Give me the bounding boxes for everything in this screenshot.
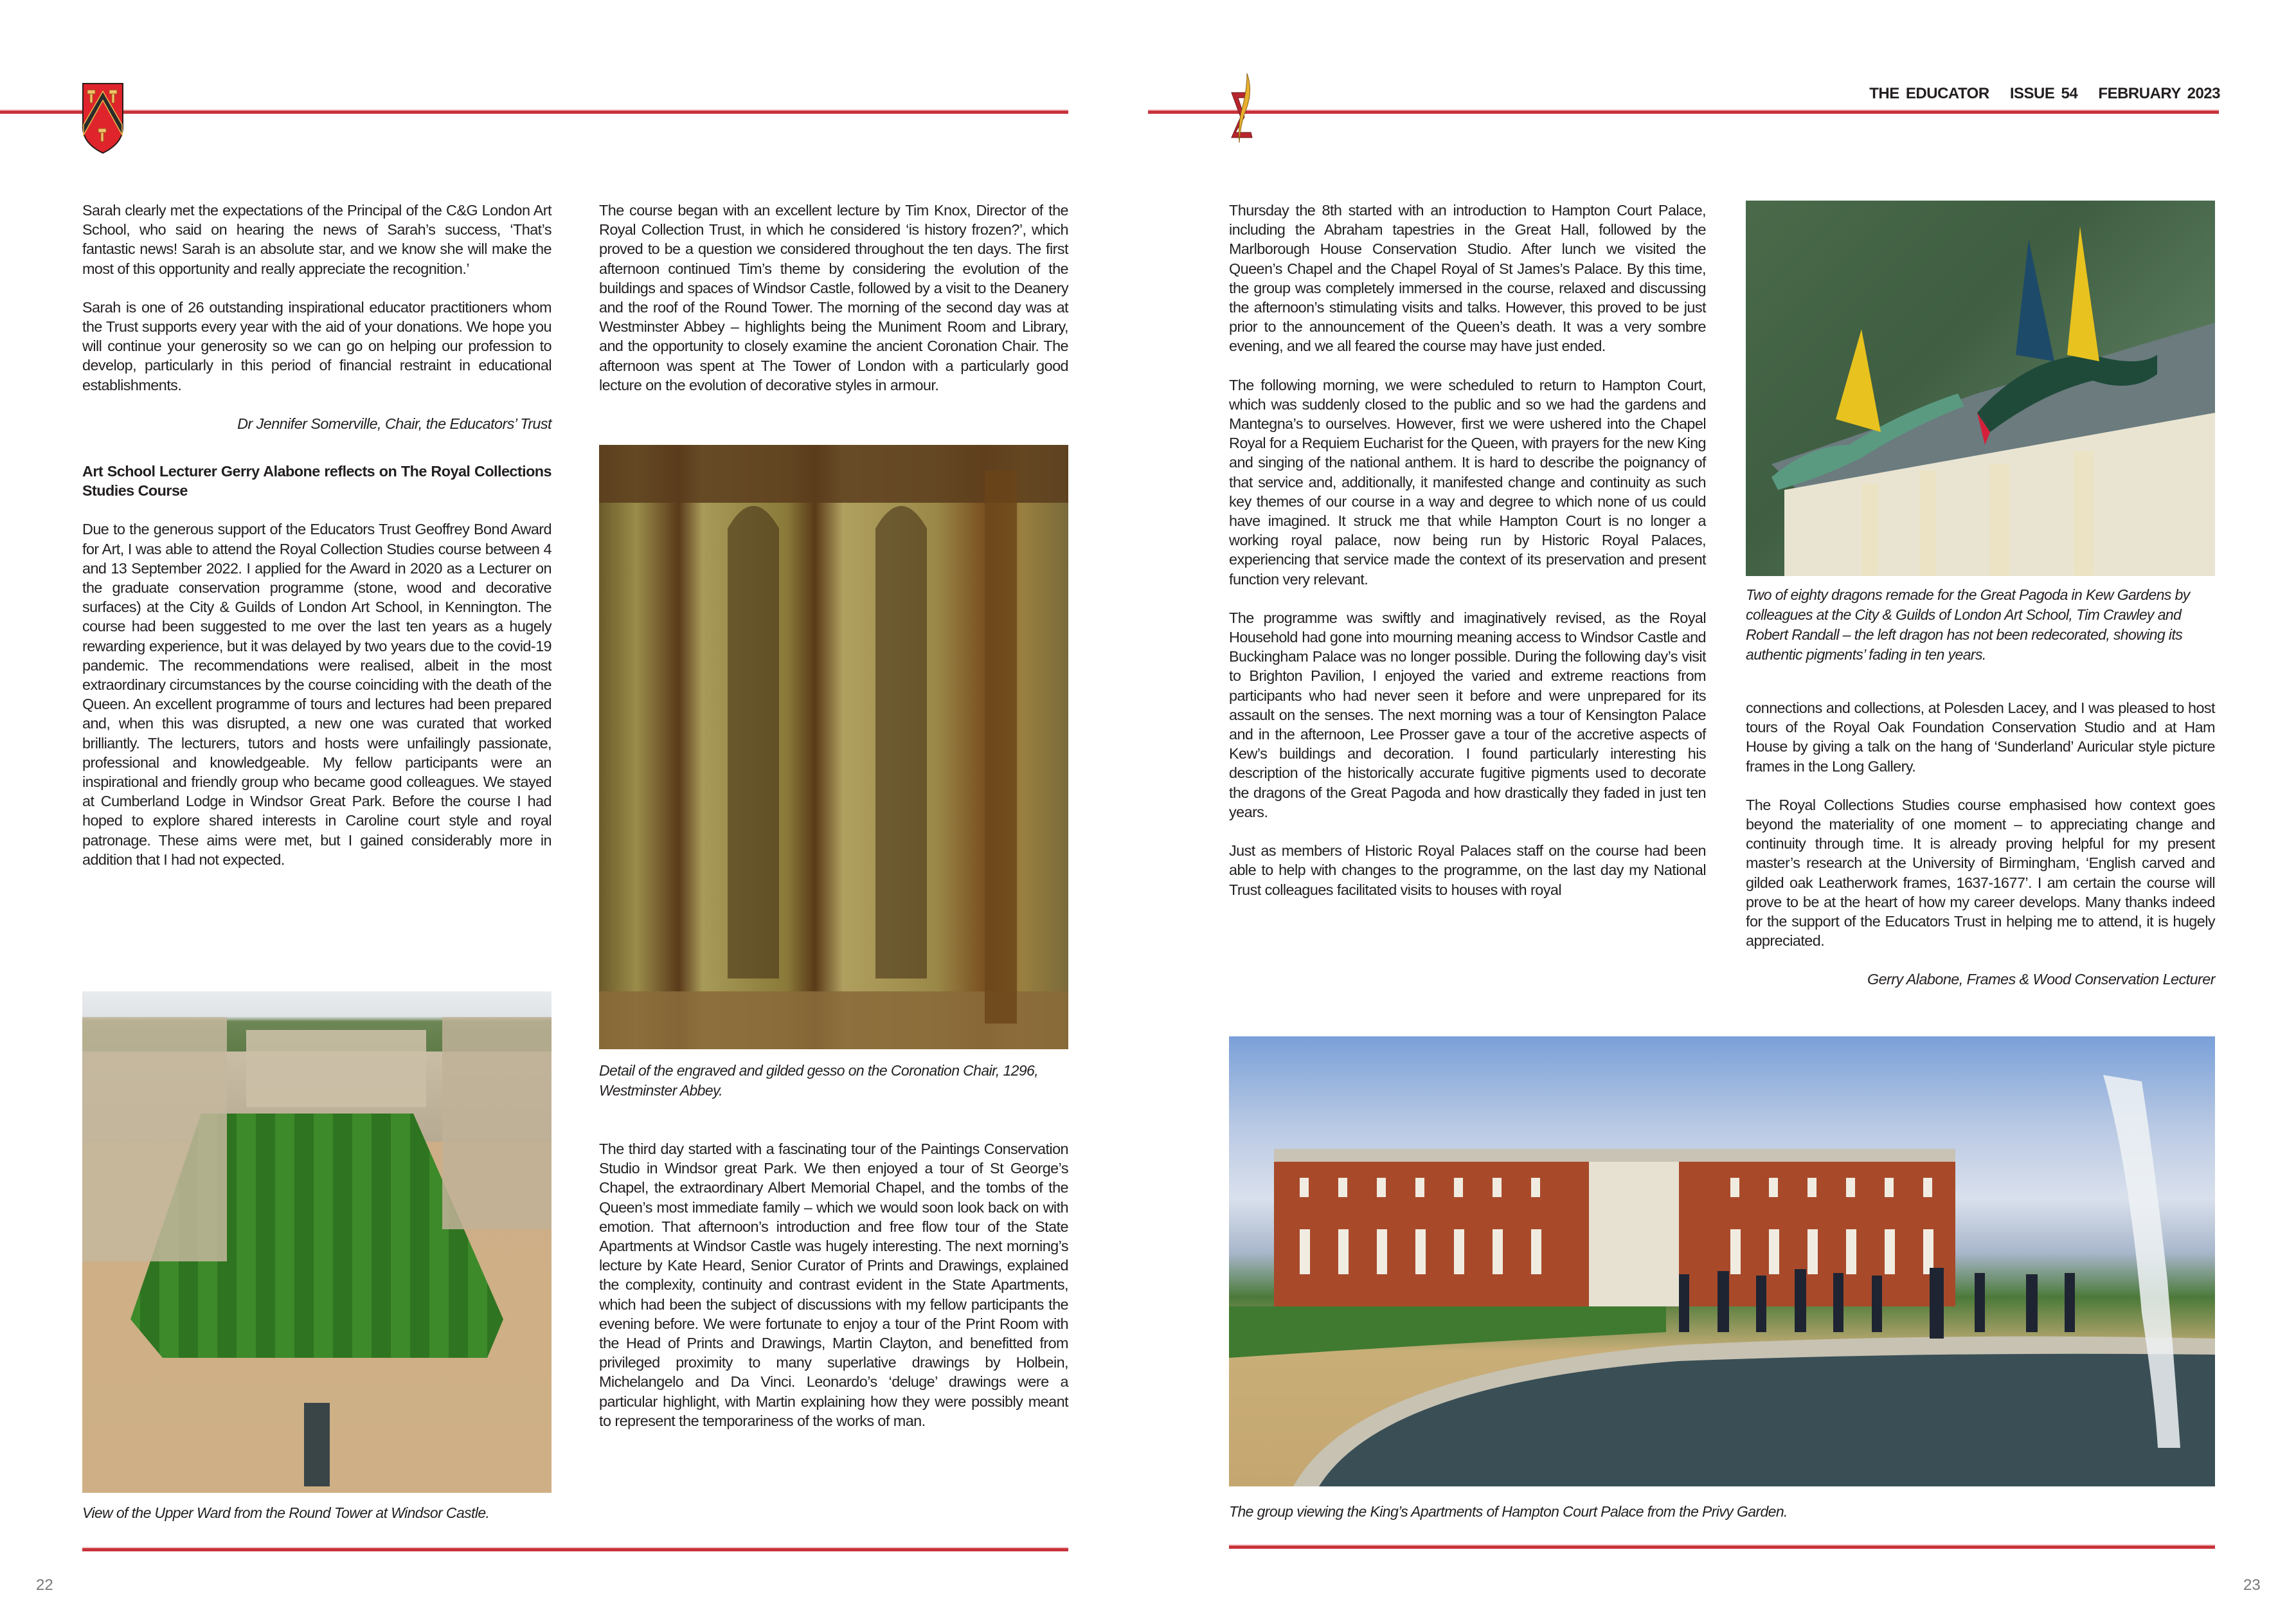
paragraph: The Royal Collections Studies course emphasised how context goes beyond the materiality of one moment – to appreciating change and continuity through time. It is already proving helpful for my present master’s research at the University of Birmingham, ‘English carved and gilded oak Leatherwork frames, 1637-1677’. I am certain the course will prove to be at the heart of how my career develops. Many thanks indeed for the support of the Educators Trust in helping me to attend, it is hugely appreciated. <box>1746 796 2215 950</box>
page-number-left: 22 <box>36 1576 53 1594</box>
photo-coronation-chair-detail <box>599 445 1068 1049</box>
paragraph: Thursday the 8th started with an introduction to Hampton Court Palace, including the Abraham tapestries in the Great Hall, followed by the Marlborough House Conservation Studio. After lunch we visited the Queen’s Chapel and the Chapel Royal of St James’s Palace. By this time, the group was completely immersed in the course, relaxed and discussing the afternoon’s stimulating visits and talks. However, this proved to be just prior to the announcement of the Queen’s death. It was a very sombre evening, and we all feared the course may have just ended. <box>1229 202 1706 355</box>
paragraph: The course began with an excellent lecture by Tim Knox, Director of the Royal Collection Trust, in which he considered ‘is history frozen?’, which proved to be a question we considered throughout the ten days. The first afternoon continued Tim’s theme by considering the evolution of the buildings and spaces of Windsor Castle, followed by a visit to the Deanery and the roof of the Round Tower. The morning of the second day was at Westminster Abbey – highlights being the Muniment Room and Library, and the opportunity to closely examine the ancient Coronation Chair. The afternoon was spent at The Tower of London with a particularly good lecture on the evolution of decorative styles in armour. <box>599 202 1068 393</box>
right-page-column-1 <box>1229 201 1706 919</box>
photo-caption: Two of eighty dragons remade for the Great Pagoda in Kew Gardens by colleagues at the City & Guilds of London Art School, Tim Crawley and Robert Randall – the left dragon has not been redecorated, showing its authentic pigments’ fading in ten years. <box>1746 586 2190 663</box>
right-page-column-2 <box>1746 698 2215 1009</box>
footer-rule-right <box>1229 1546 2215 1549</box>
article-heading: Art School Lecturer Gerry Alabone reflects on The Royal Collections Studies Course <box>82 463 552 500</box>
header-rule-left-main <box>111 111 1068 114</box>
photo-windsor-upper-ward <box>82 991 552 1493</box>
issue-number: ISSUE 54 <box>2009 85 2078 102</box>
paragraph: The third day started with a fascinating tour of the Paintings Conservation Studio in Windsor great Park. We then enjoyed a tour of St George’s Chapel, the extraordinary Albert Memorial Chapel, and the tombs of the Queen’s most immediate family – which we would soon look back on with emotion. That afternoon’s introduction and free flow tour of the State Apartments at Windsor Castle was hugely interesting. The next morning’s lecture by Kate Heard, Senior Curator of Prints and Drawings, explained the complexity, continuity and contrast evident in the State Apartments, which had been the subject of discussions with my fellow participants the evening before. We were fortunate to enjoy a tour of the Print Room with the Head of Prints and Drawings, Martin Clayton, and benefitted from privileged proximity to many superlative drawings by Holbein, Michelangelo and Da Vinci. Leonardo’s ‘deluge’ drawings were a particular highlight, with Martin explaining how they were possibly meant to represent the temporariness of the works of man. <box>599 1141 1068 1429</box>
paragraph: Due to the generous support of the Educators Trust Geoffrey Bond Award for Art, I was able to attend the Royal Collection Studies course between 4 and 13 September 2022. I applied for the Award in 2020 as a Lecturer on the graduate conservation programme (stone, wood and decorative surfaces) at the City & Guilds of London Art School, in Kennington. The course had been suggested to me over the last ten years as a hugely rewarding experience, but it was delayed by two years due to the covid-19 pandemic. The recommendations were realised, albeit in the most extraordinary circumstances by the course coinciding with the death of the Queen. An excellent programme of tours and lectures had been prepared and, when this was disrupted, a new one was curated that worked brilliantly. The lecturers, tutors and hosts were unfailingly passionate, professional and knowledgeable. My fellow participants were an inspirational and friendly group who became good colleagues. We stayed at Cumberland Lodge in Windsor Great Park. Before the course I had hoped to explore shared interests in Caroline court style and royal patronage. These aims were met, but I gained considerably more in addition that I had not expected. <box>82 521 552 868</box>
paragraph: Just as members of Historic Royal Palaces staff on the course had been able to help with changes to the programme, on the last day my National Trust colleagues facilitated visits to houses with royal <box>1229 842 1706 898</box>
header-rule-left <box>0 111 82 114</box>
paragraph: The following morning, we were scheduled to return to Hampton Court, which was suddenly closed to the public and so we had the gardens and Mantegna’s to ourselves. However, first we were ushered into the Chapel Royal for a Requiem Eucharist for the Queen, with prayers for the new King and singing of the national anthem. It is hard to describe the poignancy of that service and, additionally, it manifested change and continuity as such key themes of our course in a way and degree to which none of us could have imagined. It struck me that while Hampton Court is no longer a working royal palace, now being run by Historic Royal Palaces, experiencing that service made the context of its preservation and present function very relevant. <box>1229 376 1706 588</box>
publication-name: THE EDUCATOR <box>1869 85 1989 102</box>
signature: Dr Jennifer Somerville, Chair, the Educators’ Trust <box>237 415 552 432</box>
photo-caption: View of the Upper Ward from the Round Tower at Windsor Castle. <box>82 1504 490 1521</box>
photo-kew-pagoda-dragons <box>1746 201 2215 576</box>
paragraph: Sarah is one of 26 outstanding inspirational educator practitioners whom the Trust supports every year with the aid of your donations. We hope you will continue your generosity so we can go on helping our profession to develop, particularly in this period of financial restraint in educational establishments. <box>82 298 552 393</box>
page-number-right: 23 <box>2243 1576 2261 1594</box>
heraldic-shield-icon <box>81 82 125 154</box>
photo-caption: Detail of the engraved and gilded gesso on the Coronation Chair, 1296, Westminster Abbey. <box>599 1062 1039 1099</box>
paragraph: Sarah clearly met the expectations of the Principal of the C&G London Art School, who said on hearing the news of Sarah’s success, ‘That’s fantastic news! Sarah is an absolute star, and we know she will make the most of this opportunity and really appreciate the recognition.’ <box>82 202 552 277</box>
header-rule-right <box>1148 111 2219 114</box>
paragraph: The programme was swiftly and imaginatively revised, as the Royal Household had gone into mourning meaning access to Windsor Castle and Buckingham Palace was no longer possible. During the following day’s visit to Brighton Pavilion, I enjoyed the varied and extreme reactions from participants who had never seen it before and were unprepared for its assault on the senses. The next morning was a tour of Kensington Palace and in the afternoon, Lee Prosser gave a tour of the accretive aspects of Kew’s buildings and decoration. I found particularly interesting his description of the historically accurate fugitive pigments used to decorate the dragons of the Great Pagoda and how drastically they faded in just ten years. <box>1229 609 1706 820</box>
photo-hampton-court-privy-garden <box>1229 1036 2215 1486</box>
paragraph: connections and collections, at Polesden Lacey, and I was pleased to host tours of the Royal Oak Foundation Conservation Studio and at Ham House by giving a talk on the hang of ‘Sunderland’ Auricular style picture frames in the Long Gallery. <box>1746 699 2215 775</box>
signature: Gerry Alabone, Frames & Wood Conservation Lecturer <box>1867 971 2215 988</box>
photo-caption: The group viewing the King’s Apartments of Hampton Court Palace from the Privy Garden. <box>1229 1503 1788 1520</box>
quill-e-monogram-icon <box>1228 72 1264 144</box>
left-page-column-1 <box>82 201 552 889</box>
left-page-column-2-continued <box>599 1139 1068 1450</box>
footer-rule-left <box>82 1548 1068 1551</box>
running-head <box>1869 85 2220 103</box>
issue-date: FEBRUARY 2023 <box>2098 85 2220 102</box>
left-page-column-2 <box>599 201 1068 414</box>
